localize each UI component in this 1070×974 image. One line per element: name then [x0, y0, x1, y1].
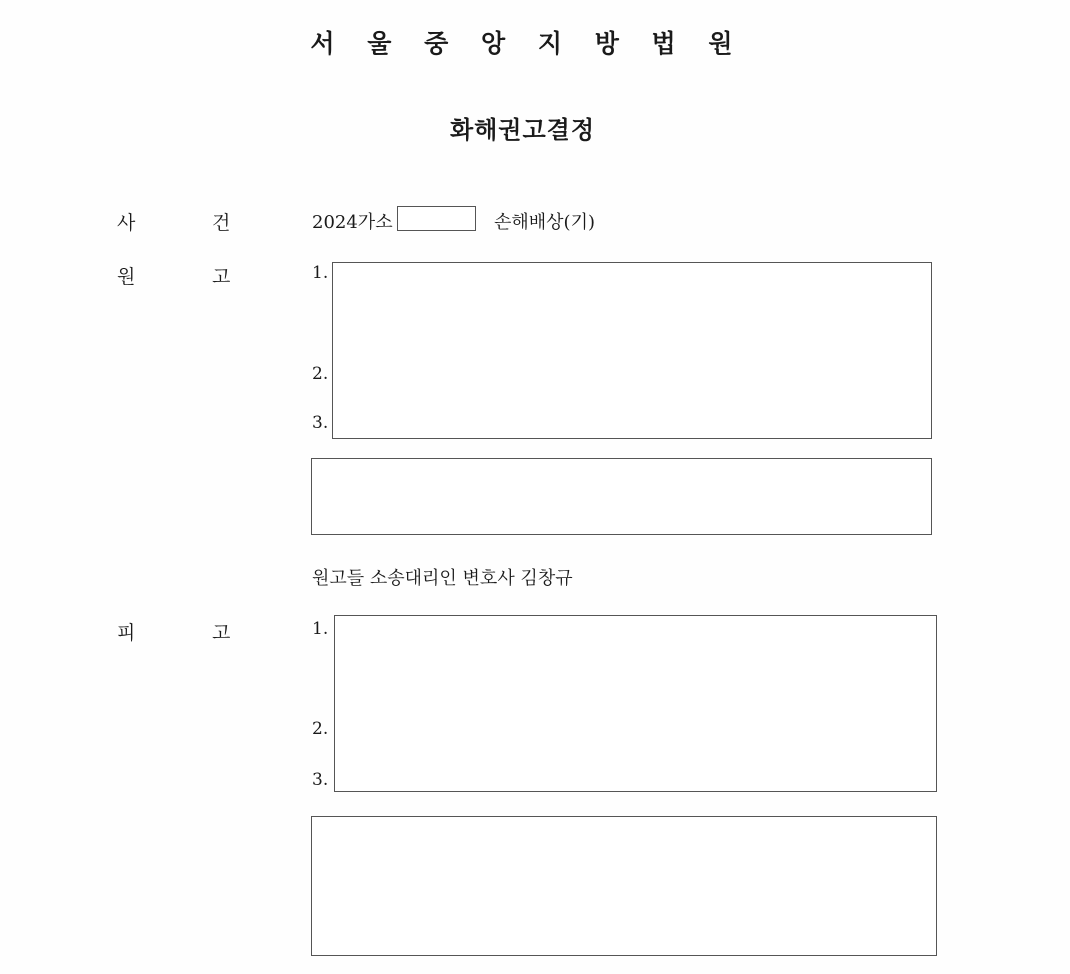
defendant-label-right: 고 — [212, 622, 231, 644]
case-number-prefix: 2024가소 — [312, 212, 393, 233]
defendant-names-redaction — [334, 615, 937, 792]
plaintiff-number-2: 2. — [312, 364, 329, 384]
document-title: 화해권고결정 — [449, 116, 596, 144]
case-label-right: 건 — [212, 212, 231, 234]
defendant-number-3: 3. — [312, 770, 329, 790]
defendant-label-left: 피 — [117, 622, 136, 644]
plaintiff-number-3: 3. — [312, 413, 329, 433]
plaintiff-label-left: 원 — [117, 266, 136, 288]
plaintiff-address-redaction — [311, 458, 932, 535]
plaintiff-label-right: 고 — [212, 266, 231, 288]
plaintiff-counsel: 원고들 소송대리인 변호사 김창규 — [312, 568, 573, 589]
case-name: 손해배상(기) — [494, 212, 595, 233]
case-number-redaction — [397, 206, 476, 231]
plaintiff-number-1: 1. — [312, 263, 329, 283]
defendant-number-1: 1. — [312, 619, 329, 639]
court-name: 서 울 중 앙 지 방 법 원 — [310, 29, 745, 58]
defendant-address-redaction — [311, 816, 937, 956]
defendant-number-2: 2. — [312, 719, 329, 739]
case-label-left: 사 — [117, 212, 136, 234]
plaintiff-names-redaction — [332, 262, 932, 439]
